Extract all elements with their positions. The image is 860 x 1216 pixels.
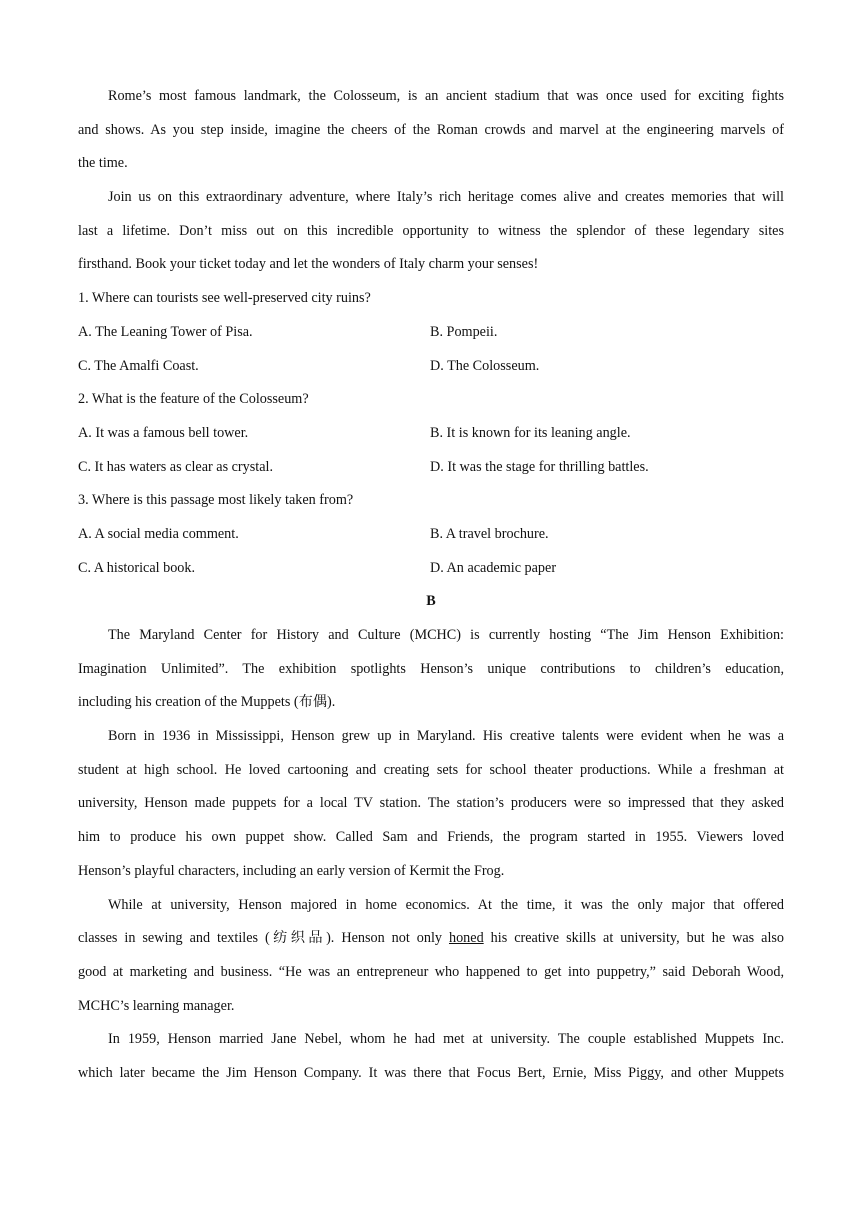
option-c: C. It has waters as clear as crystal. <box>78 458 274 475</box>
text-segment: classes in sewing and textiles (纺织品). Henson not only <box>78 930 449 947</box>
question-stem: 2. What is the feature of the Colosseum? <box>78 391 309 408</box>
option-row <box>78 451 784 485</box>
text-line: Rome’s most famous landmark, the Colosseum, is an ancient stadium that was once used for exciting fights <box>108 88 784 104</box>
option-b: B. A travel brochure. <box>430 525 549 542</box>
text-line: The Maryland Center for History and Culture (MCHC) is currently hosting “The Jim Henson Exhibition: <box>108 627 784 643</box>
text-line: student at high school. He loved cartooning and creating sets for school theater productions. While a freshman at <box>78 761 784 778</box>
document-page <box>78 80 784 1091</box>
question-block <box>78 383 784 484</box>
text-line: While at university, Henson majored in home economics. At the time, it was the only major that offered <box>108 896 784 913</box>
text-line: good at marketing and business. “He was an entrepreneur who happened to get into puppetry,” said Deborah Wood, <box>78 963 784 980</box>
section-heading: B <box>426 593 436 610</box>
text-line: firsthand. Book your ticket today and let the wonders of Italy charm your senses! <box>78 256 539 273</box>
option-row <box>78 417 784 451</box>
text-line: In 1959, Henson married Jane Nebel, whom he had met at university. The couple established Muppets Inc. <box>108 1031 784 1048</box>
option-row <box>78 316 784 350</box>
text-line: Born in 1936 in Mississippi, Henson grew up in Maryland. His creative talents were evident when he was a <box>108 728 784 745</box>
question-stem: 3. Where is this passage most likely taken from? <box>78 492 354 509</box>
text-line: which later became the Jim Henson Company. It was there that Focus Bert, Ernie, Miss Piggy, and other Muppets <box>78 1064 784 1081</box>
option-d: D. It was the stage for thrilling battles. <box>430 458 649 475</box>
option-row <box>78 350 784 384</box>
text-line: Imagination Unlimited”. The exhibition spotlights Henson’s unique contributions to children’s education, <box>78 660 784 677</box>
text-line: him to produce his own puppet show. Called Sam and Friends, the program started in 1955. Viewers loved <box>78 829 784 846</box>
option-b: B. Pompeii. <box>430 323 498 340</box>
passage-paragraph <box>78 619 784 720</box>
text-line: university, Henson made puppets for a local TV station. The station’s producers were so impressed that they asked <box>78 795 784 812</box>
text-line: including his creation of the Muppets (布偶). <box>78 694 336 711</box>
option-b: B. It is known for its leaning angle. <box>430 424 631 441</box>
passage-paragraph <box>78 80 784 181</box>
underlined-word: honed <box>448 930 484 947</box>
text-line: Henson’s playful characters, including an early version of Kermit the Frog. <box>78 862 505 879</box>
passage-paragraph <box>78 181 784 282</box>
passage-paragraph <box>78 1023 784 1090</box>
text-segment: his creative skills at university, but he was also <box>483 930 785 947</box>
option-row <box>78 552 784 586</box>
option-d: D. An academic paper <box>430 559 557 576</box>
text-line: Join us on this extraordinary adventure, where Italy’s rich heritage comes alive and creates memories that will <box>108 189 784 206</box>
text-line: the time. <box>78 155 128 172</box>
question-stem: 1. Where can tourists see well-preserved city ruins? <box>78 290 371 307</box>
text-line: MCHC’s learning manager. <box>78 997 235 1014</box>
question-block <box>78 484 784 585</box>
option-a: A. The Leaning Tower of Pisa. <box>78 323 253 340</box>
option-c: C. The Amalfi Coast. <box>78 357 199 374</box>
text-line: last a lifetime. Don’t miss out on this incredible opportunity to witness the splendor of these legendary sites <box>78 222 784 239</box>
passage-paragraph <box>78 889 784 1024</box>
option-c: C. A historical book. <box>78 559 196 576</box>
option-row <box>78 518 784 552</box>
text-line: and shows. As you step inside, imagine the cheers of the Roman crowds and marvel at the engineering marvels of <box>78 121 784 138</box>
option-d: D. The Colosseum. <box>430 357 540 374</box>
question-block <box>78 282 784 383</box>
text-line <box>78 922 784 956</box>
option-a: A. It was a famous bell tower. <box>78 424 249 441</box>
passage-paragraph <box>78 720 784 888</box>
option-a: A. A social media comment. <box>78 525 239 542</box>
